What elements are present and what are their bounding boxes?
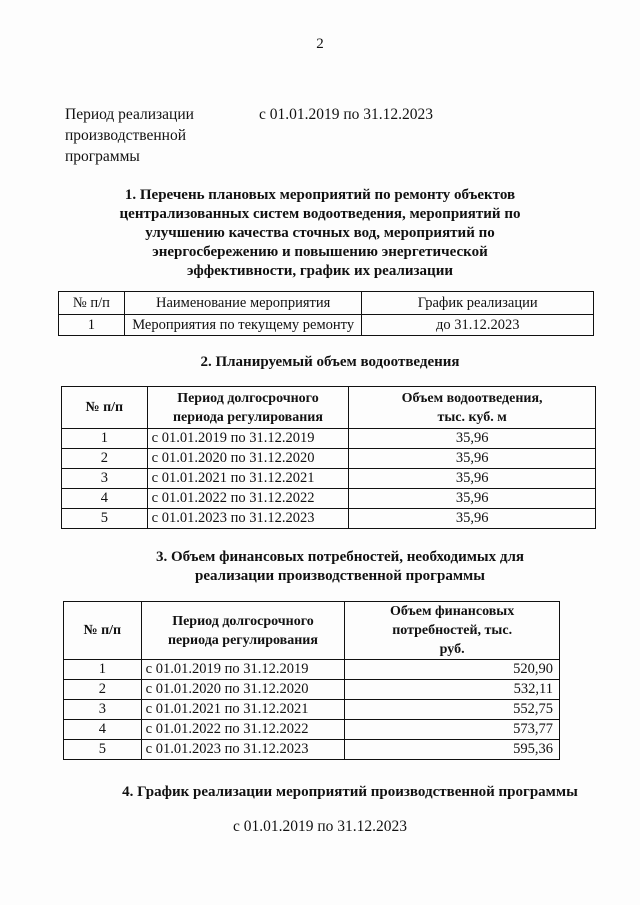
cell-period: с 01.01.2023 по 31.12.2023 [141,740,345,760]
cell-volume: 35,96 [349,489,596,509]
cell-number: 3 [62,469,148,489]
cell-amount: 520,90 [345,660,560,680]
cell-number: 3 [64,700,142,720]
cell-volume: 35,96 [349,509,596,529]
cell-period: с 01.01.2019 по 31.12.2019 [141,660,345,680]
section3-title: 3. Объем финансовых потребностей, необходимых для реализации производственной программы [155,549,525,584]
cell-amount: 595,36 [345,740,560,760]
header-cell: № п/п [62,387,148,429]
cell-period: с 01.01.2021 по 31.12.2021 [147,469,349,489]
cell-amount: 552,75 [345,700,560,720]
section1-title: 1. Перечень плановых мероприятий по ремонту объектов централизованных систем водоотведения, мероприятий по улучшению качества сточных вод, мероприятий по энергосбережению и повышению энергетической эффективности, график их реализации [119,187,521,279]
table-row [64,680,560,700]
section4-period: с 01.01.2019 по 31.12.2023 [232,818,408,835]
finance-table [63,601,560,760]
table-row [64,660,560,680]
cell-period: с 01.01.2021 по 31.12.2021 [141,700,345,720]
cell-number: 2 [64,680,142,700]
cell-activity: Мероприятия по текущему ремонту [124,315,362,336]
cell-volume: 35,96 [349,449,596,469]
cell-number: 1 [59,315,125,336]
activities-table [58,291,594,336]
period-label: Период реализации производственной программы [65,106,194,165]
cell-volume: 35,96 [349,469,596,489]
cell-period: с 01.01.2020 по 31.12.2020 [147,449,349,469]
page-number: 2 [316,36,324,52]
section4-title: 4. График реализации мероприятий производственной программы [122,784,578,800]
header-cell: График реализации [362,292,594,315]
table-header-row [62,387,596,429]
table-row [62,489,596,509]
table-row [62,429,596,449]
header-cell: Объем финансовых потребностей, тыс. руб. [345,602,560,660]
cell-number: 5 [62,509,148,529]
header-cell: Период долгосрочного периода регулирования [147,387,349,429]
header-cell: № п/п [59,292,125,315]
table-row [62,469,596,489]
period-value: с 01.01.2019 по 31.12.2023 [259,106,434,123]
header-cell: № п/п [64,602,142,660]
cell-number: 1 [64,660,142,680]
cell-period: с 01.01.2020 по 31.12.2020 [141,680,345,700]
cell-number: 5 [64,740,142,760]
cell-amount: 573,77 [345,720,560,740]
header-cell: Объем водоотведения, тыс. куб. м [349,387,596,429]
table-row [62,509,596,529]
cell-number: 4 [62,489,148,509]
cell-number: 4 [64,720,142,740]
table-row [59,315,594,336]
volume-table [61,386,596,529]
cell-period: с 01.01.2023 по 31.12.2023 [147,509,349,529]
cell-schedule: до 31.12.2023 [362,315,594,336]
section2-title: 2. Планируемый объем водоотведения [200,354,460,370]
cell-period: с 01.01.2022 по 31.12.2022 [147,489,349,509]
table-row [62,449,596,469]
header-cell: Период долгосрочного периода регулирования [141,602,345,660]
cell-period: с 01.01.2019 по 31.12.2019 [147,429,349,449]
table-row [64,720,560,740]
cell-number: 2 [62,449,148,469]
header-cell: Наименование мероприятия [124,292,362,315]
table-row [64,700,560,720]
cell-amount: 532,11 [345,680,560,700]
table-row [64,740,560,760]
cell-period: с 01.01.2022 по 31.12.2022 [141,720,345,740]
cell-volume: 35,96 [349,429,596,449]
cell-number: 1 [62,429,148,449]
table-header-row [59,292,594,315]
table-header-row [64,602,560,660]
